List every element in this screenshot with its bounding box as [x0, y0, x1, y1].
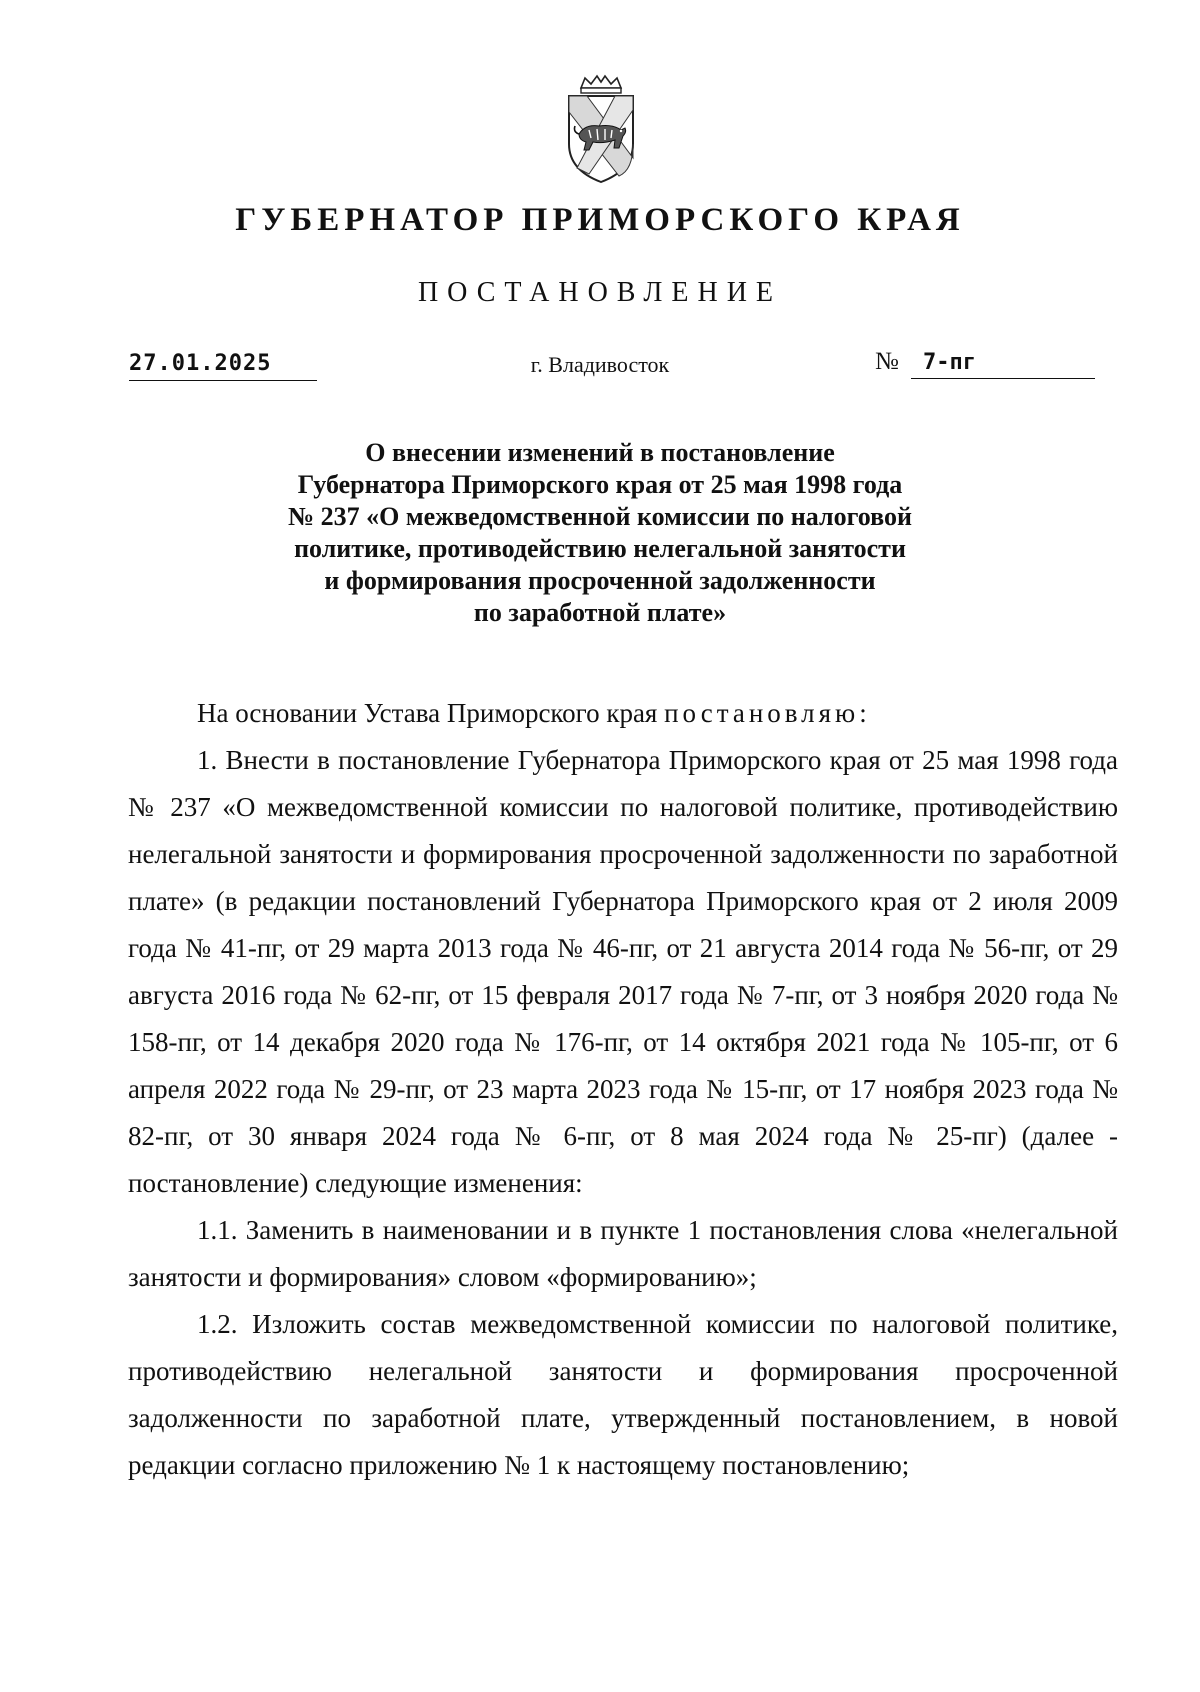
heading-line: Губернатора Приморского края от 25 мая 1998 года	[297, 470, 903, 499]
preamble-colon: :	[859, 698, 867, 728]
preamble-text: На основании Устава Приморского края	[197, 698, 665, 728]
heading-line: и формирования просроченной задолженности	[324, 566, 876, 595]
coat-of-arms-icon	[559, 74, 643, 186]
number-sign: №	[875, 348, 899, 375]
heading-line: О внесении изменений в постановление	[365, 438, 835, 467]
clause-1: 1. Внести в постановление Губернатора Приморского края от 25 мая 1998 года № 237 «О межведомственной комиссии по налоговой политике, противодействию нелегальной занятости и формирования просроченной задолженности по заработной плате» (в редакции постановлений Губернатора Приморского края от 2 июля 2009 года № 41-пг, от 29 марта 2013 года № 46-пг, от 21 августа 2014 года № 56-пг, от 29 августа 2016 года № 62-пг, от 15 февраля 2017 года № 7-пг, от 3 ноября 2020 года № 158-пг, от 14 декабря 2020 года № 176-пг, от 14 октября 2021 года № 105-пг, от 6 апреля 2022 года № 29-пг, от 23 марта 2023 года № 15-пг, от 17 ноября 2023 года № 82-пг, от 30 января 2024 года № 6-пг, от 8 мая 2024 года № 25-пг) (далее - постановление) следующие изменения:	[128, 745, 1118, 1198]
heading-line: по заработной плате»	[473, 598, 727, 627]
clause-1-1: 1.1. Заменить в наименовании и в пункте 1 постановления слова «нелегальной занятости и формирования» словом «формированию»;	[128, 1215, 1118, 1292]
document-type: ПОСТАНОВЛЕНИЕ	[417, 277, 783, 308]
number-value: 7-пг	[911, 346, 1095, 379]
heading-line: политике, противодействию нелегальной занятости	[294, 534, 906, 563]
issuer-title: ГУБЕРНАТОР ПРИМОРСКОГО КРАЯ	[235, 202, 965, 238]
document-city: г. Владивосток	[530, 352, 670, 377]
document-heading	[200, 437, 1000, 629]
resolve-word: постановляю	[664, 698, 860, 728]
clause-1-2: 1.2. Изложить состав межведомственной комиссии по налоговой политике, противодействию нелегальной занятости и формирования просроченной задолженности по заработной плате, утвержденный постановлением, в новой редакции согласно приложению № 1 к настоящему постановлению;	[128, 1309, 1118, 1480]
document-date: 27.01.2025	[129, 350, 317, 381]
heading-line: № 237 «О межведомственной комиссии по налоговой	[288, 502, 912, 531]
preamble-paragraph	[128, 690, 1118, 737]
document-number	[875, 346, 1095, 380]
document-body	[128, 690, 1118, 1489]
